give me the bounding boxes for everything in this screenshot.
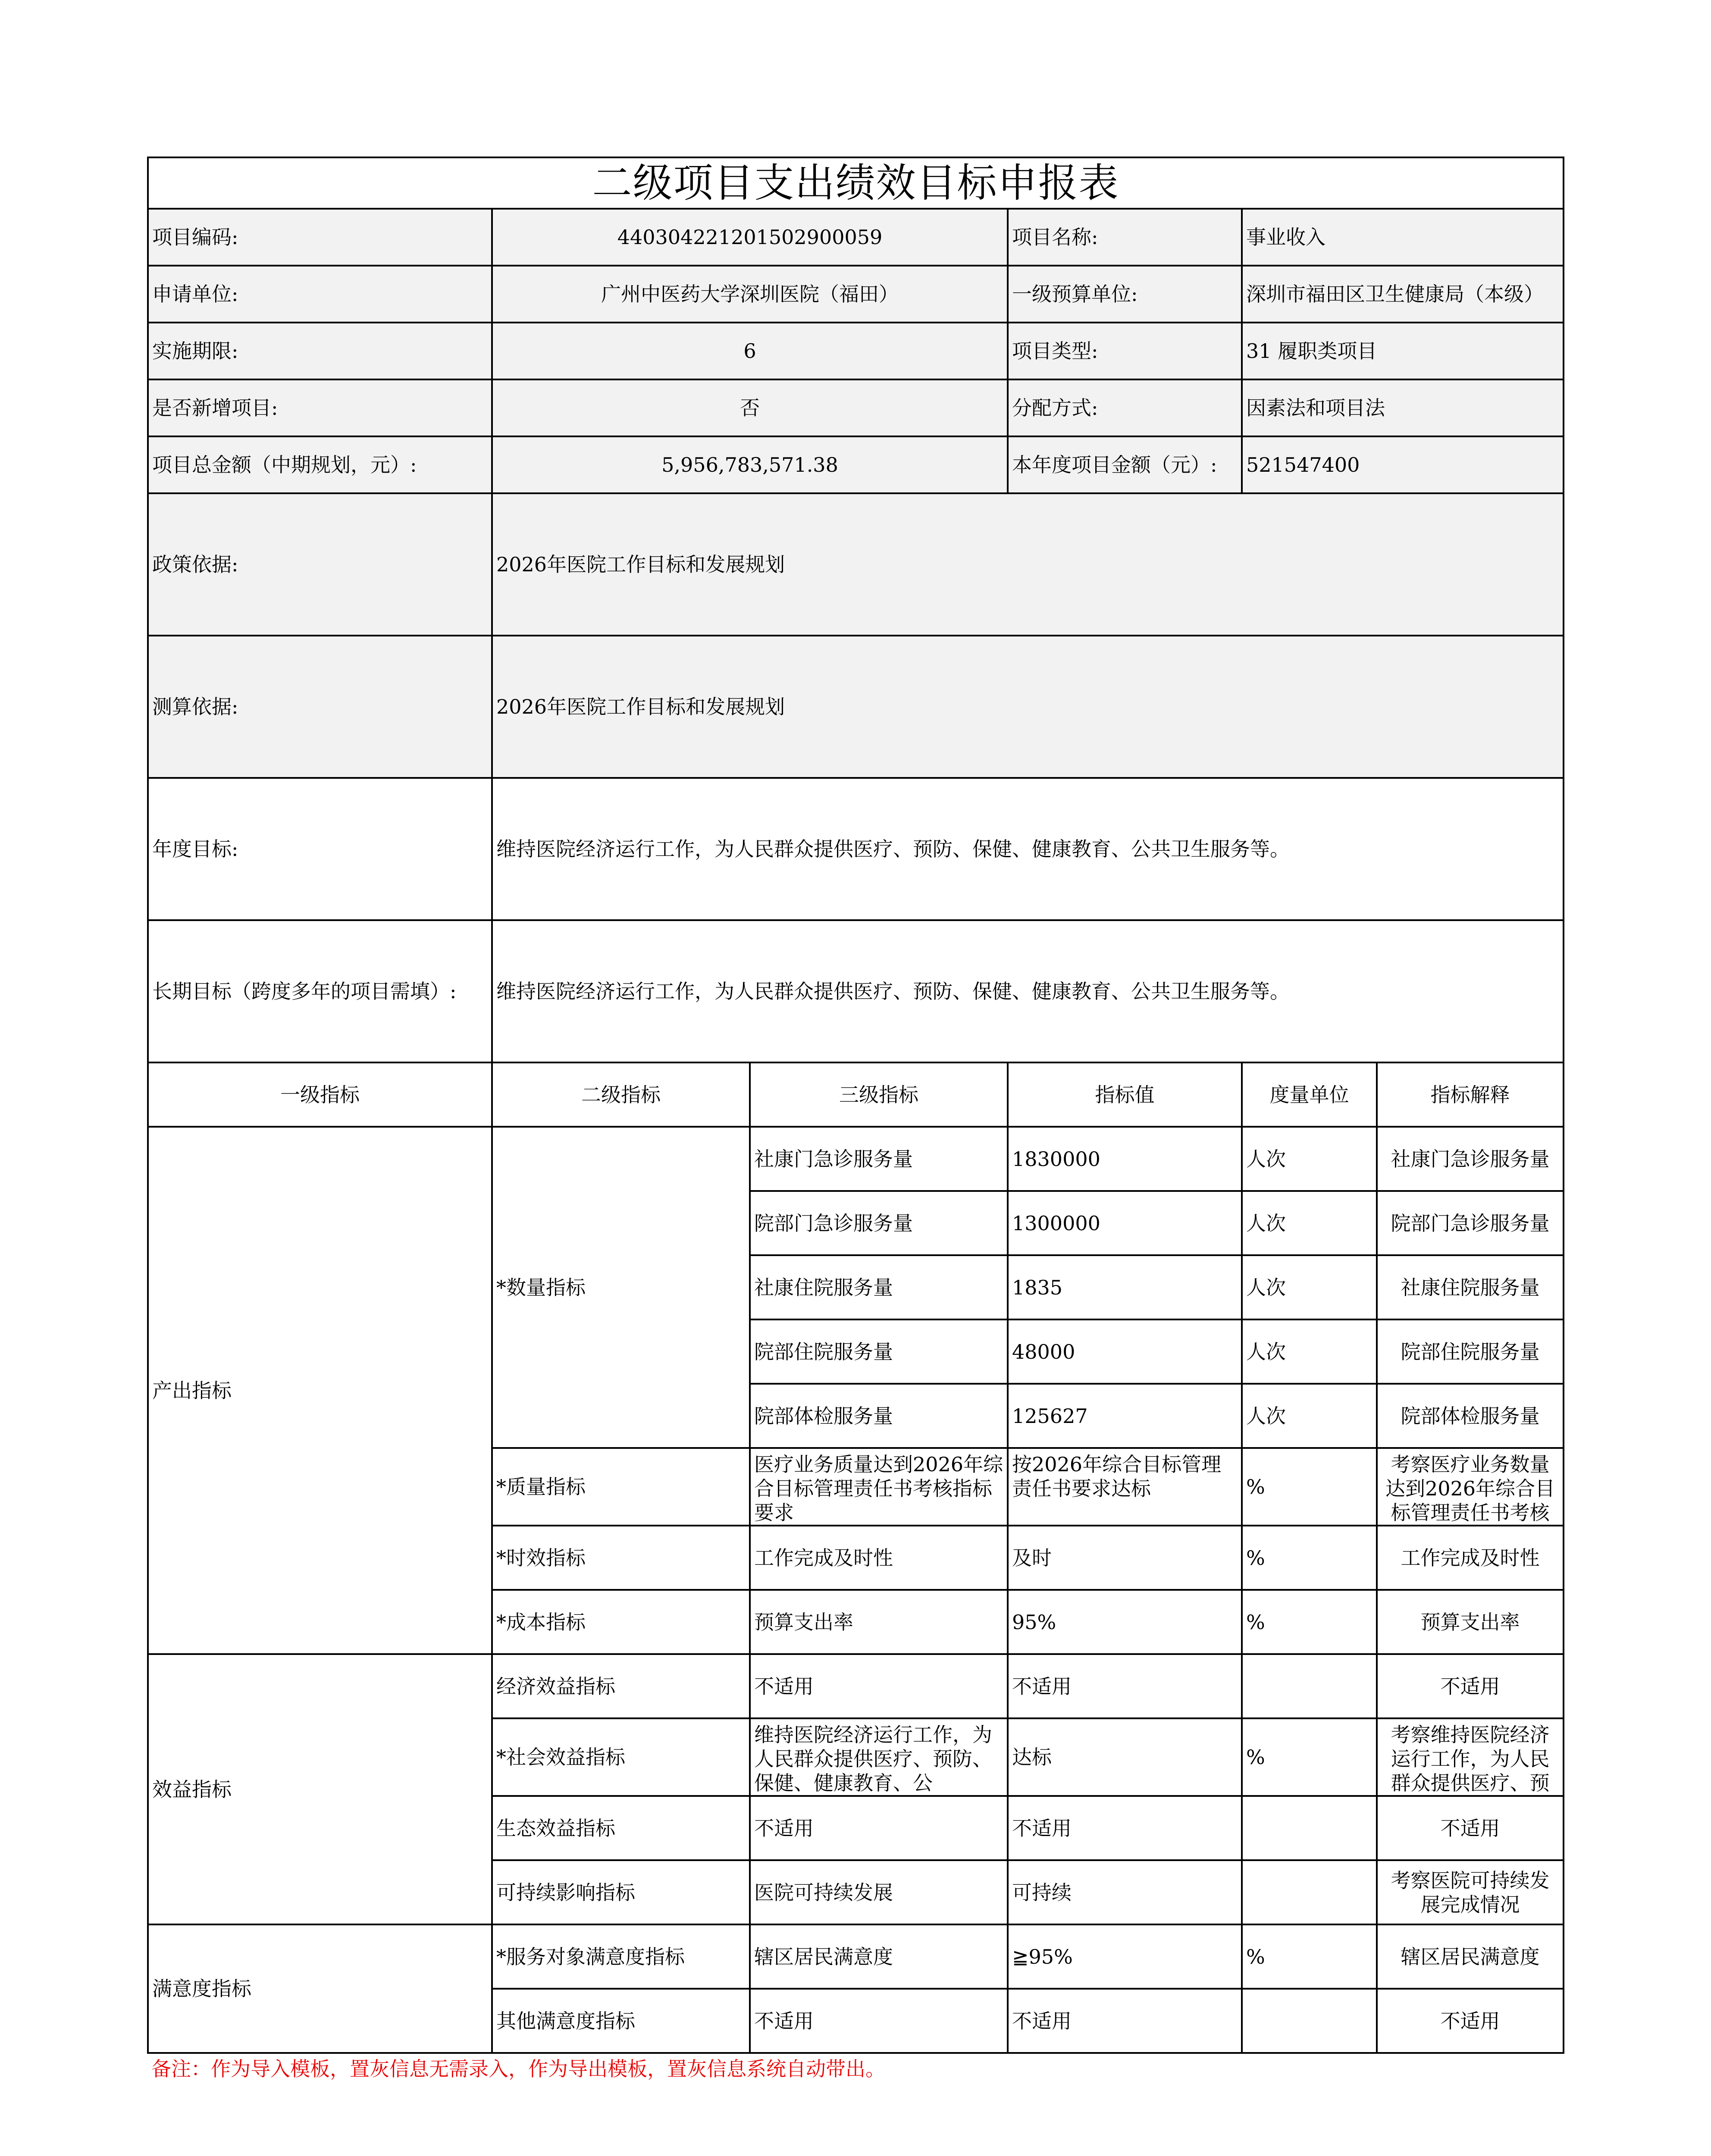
policy-basis-value: 2026年医院工作目标和发展规划 bbox=[492, 493, 1564, 636]
level2-timeliness: *时效指标 bbox=[492, 1526, 750, 1590]
explain-cell: 考察医疗业务数量达到2026年综合目标管理责任书考核 bbox=[1377, 1448, 1564, 1526]
level2-quantity: *数量指标 bbox=[492, 1127, 750, 1448]
table-row bbox=[148, 1127, 1564, 1191]
applicant-unit-label: 申请单位: bbox=[148, 266, 492, 323]
explain-cell: 不适用 bbox=[1377, 1796, 1564, 1860]
form-note: 备注：作为导入模板，置灰信息无需录入，作为导出模板，置灰信息系统自动带出。 bbox=[151, 2057, 885, 2081]
explain-cell: 工作完成及时性 bbox=[1377, 1526, 1564, 1590]
explain-cell: 院部住院服务量 bbox=[1377, 1319, 1564, 1384]
unit-cell: 人次 bbox=[1242, 1127, 1377, 1191]
header-level2: 二级指标 bbox=[492, 1062, 750, 1127]
unit-cell bbox=[1242, 1796, 1377, 1860]
level3-cell: 院部门急诊服务量 bbox=[750, 1191, 1008, 1255]
long-term-goal-value: 维持医院经济运行工作，为人民群众提供医疗、预防、保健、健康教育、公共卫生服务等。 bbox=[492, 920, 1564, 1062]
header-value: 指标值 bbox=[1008, 1062, 1242, 1127]
year-amount-label: 本年度项目金额（元）: bbox=[1008, 436, 1242, 493]
level1-benefit: 效益指标 bbox=[148, 1654, 492, 1924]
unit-cell: % bbox=[1242, 1448, 1377, 1526]
level2-ecological: 生态效益指标 bbox=[492, 1796, 750, 1860]
unit-cell: 人次 bbox=[1242, 1191, 1377, 1255]
level2-cost: *成本指标 bbox=[492, 1590, 750, 1654]
table-row bbox=[148, 1654, 1564, 1718]
project-code-value: 440304221201502900059 bbox=[492, 209, 1008, 266]
explain-cell: 院部门急诊服务量 bbox=[1377, 1191, 1564, 1255]
calc-basis-value: 2026年医院工作目标和发展规划 bbox=[492, 636, 1564, 778]
year-amount-value: 521547400 bbox=[1242, 436, 1564, 493]
explain-cell: 不适用 bbox=[1377, 1654, 1564, 1718]
unit-cell: % bbox=[1242, 1526, 1377, 1590]
unit-cell: % bbox=[1242, 1924, 1377, 1989]
level3-cell: 维持医院经济运行工作，为人民群众提供医疗、预防、保健、健康教育、公 bbox=[750, 1718, 1008, 1796]
level2-sustainable: 可持续影响指标 bbox=[492, 1860, 750, 1924]
long-term-goal-label: 长期目标（跨度多年的项目需填）: bbox=[148, 920, 492, 1062]
explain-cell: 社康住院服务量 bbox=[1377, 1255, 1564, 1319]
level3-cell: 院部住院服务量 bbox=[750, 1319, 1008, 1384]
unit-cell: 人次 bbox=[1242, 1255, 1377, 1319]
value-cell: 48000 bbox=[1008, 1319, 1242, 1384]
allocation-label: 分配方式: bbox=[1008, 379, 1242, 436]
level1-output: 产出指标 bbox=[148, 1127, 492, 1654]
level3-cell: 院部体检服务量 bbox=[750, 1384, 1008, 1448]
explain-cell: 预算支出率 bbox=[1377, 1590, 1564, 1654]
level2-social: *社会效益指标 bbox=[492, 1718, 750, 1796]
form-table bbox=[147, 157, 1564, 2054]
level3-cell: 社康门急诊服务量 bbox=[750, 1127, 1008, 1191]
level3-cell: 不适用 bbox=[750, 1654, 1008, 1718]
header-level1: 一级指标 bbox=[148, 1062, 492, 1127]
level2-economic: 经济效益指标 bbox=[492, 1654, 750, 1718]
period-value: 6 bbox=[492, 323, 1008, 379]
level2-quality: *质量指标 bbox=[492, 1448, 750, 1526]
level3-cell: 医疗业务质量达到2026年综合目标管理责任书考核指标要求 bbox=[750, 1448, 1008, 1526]
new-project-value: 否 bbox=[492, 379, 1008, 436]
header-explain: 指标解释 bbox=[1377, 1062, 1564, 1127]
level3-cell: 不适用 bbox=[750, 1796, 1008, 1860]
level3-cell: 预算支出率 bbox=[750, 1590, 1008, 1654]
annual-goal-value: 维持医院经济运行工作，为人民群众提供医疗、预防、保健、健康教育、公共卫生服务等。 bbox=[492, 778, 1564, 920]
unit-cell: % bbox=[1242, 1718, 1377, 1796]
total-amount-label: 项目总金额（中期规划，元）: bbox=[148, 436, 492, 493]
value-cell: 及时 bbox=[1008, 1526, 1242, 1590]
unit-cell: 人次 bbox=[1242, 1384, 1377, 1448]
level2-other-satisfaction: 其他满意度指标 bbox=[492, 1989, 750, 2053]
unit-cell bbox=[1242, 1654, 1377, 1718]
value-cell: ≧95% bbox=[1008, 1924, 1242, 1989]
value-cell: 1300000 bbox=[1008, 1191, 1242, 1255]
value-cell: 1835 bbox=[1008, 1255, 1242, 1319]
project-type-value: 31 履职类项目 bbox=[1242, 323, 1564, 379]
budget-unit-label: 一级预算单位: bbox=[1008, 266, 1242, 323]
value-cell: 1830000 bbox=[1008, 1127, 1242, 1191]
total-amount-value: 5,956,783,571.38 bbox=[492, 436, 1008, 493]
new-project-label: 是否新增项目: bbox=[148, 379, 492, 436]
calc-basis-label: 测算依据: bbox=[148, 636, 492, 778]
level3-cell: 社康住院服务量 bbox=[750, 1255, 1008, 1319]
value-cell: 按2026年综合目标管理责任书要求达标 bbox=[1008, 1448, 1242, 1526]
explain-cell: 院部体检服务量 bbox=[1377, 1384, 1564, 1448]
project-type-label: 项目类型: bbox=[1008, 323, 1242, 379]
budget-unit-value: 深圳市福田区卫生健康局（本级） bbox=[1242, 266, 1564, 323]
value-cell: 不适用 bbox=[1008, 1989, 1242, 2053]
project-code-label: 项目编码: bbox=[148, 209, 492, 266]
period-label: 实施期限: bbox=[148, 323, 492, 379]
header-level3: 三级指标 bbox=[750, 1062, 1008, 1127]
value-cell: 125627 bbox=[1008, 1384, 1242, 1448]
value-cell: 不适用 bbox=[1008, 1654, 1242, 1718]
project-name-label: 项目名称: bbox=[1008, 209, 1242, 266]
level3-cell: 医院可持续发展 bbox=[750, 1860, 1008, 1924]
value-cell: 达标 bbox=[1008, 1718, 1242, 1796]
applicant-unit-value: 广州中医药大学深圳医院（福田） bbox=[492, 266, 1008, 323]
table-row bbox=[148, 1924, 1564, 1989]
level1-satisfaction: 满意度指标 bbox=[148, 1924, 492, 2053]
value-cell: 95% bbox=[1008, 1590, 1242, 1654]
unit-cell: % bbox=[1242, 1590, 1377, 1654]
explain-cell: 社康门急诊服务量 bbox=[1377, 1127, 1564, 1191]
value-cell: 不适用 bbox=[1008, 1796, 1242, 1860]
performance-target-form bbox=[147, 157, 1563, 2054]
annual-goal-label: 年度目标: bbox=[148, 778, 492, 920]
level2-service-satisfaction: *服务对象满意度指标 bbox=[492, 1924, 750, 1989]
explain-cell: 考察维持医院经济运行工作，为人民群众提供医疗、预 bbox=[1377, 1718, 1564, 1796]
value-cell: 可持续 bbox=[1008, 1860, 1242, 1924]
level3-cell: 不适用 bbox=[750, 1989, 1008, 2053]
explain-cell: 不适用 bbox=[1377, 1989, 1564, 2053]
explain-cell: 考察医院可持续发展完成情况 bbox=[1377, 1860, 1564, 1924]
unit-cell bbox=[1242, 1989, 1377, 2053]
policy-basis-label: 政策依据: bbox=[148, 493, 492, 636]
unit-cell bbox=[1242, 1860, 1377, 1924]
allocation-value: 因素法和项目法 bbox=[1242, 379, 1564, 436]
project-name-value: 事业收入 bbox=[1242, 209, 1564, 266]
explain-cell: 辖区居民满意度 bbox=[1377, 1924, 1564, 1989]
header-unit: 度量单位 bbox=[1242, 1062, 1377, 1127]
unit-cell: 人次 bbox=[1242, 1319, 1377, 1384]
form-title: 二级项目支出绩效目标申报表 bbox=[148, 157, 1564, 209]
level3-cell: 辖区居民满意度 bbox=[750, 1924, 1008, 1989]
level3-cell: 工作完成及时性 bbox=[750, 1526, 1008, 1590]
